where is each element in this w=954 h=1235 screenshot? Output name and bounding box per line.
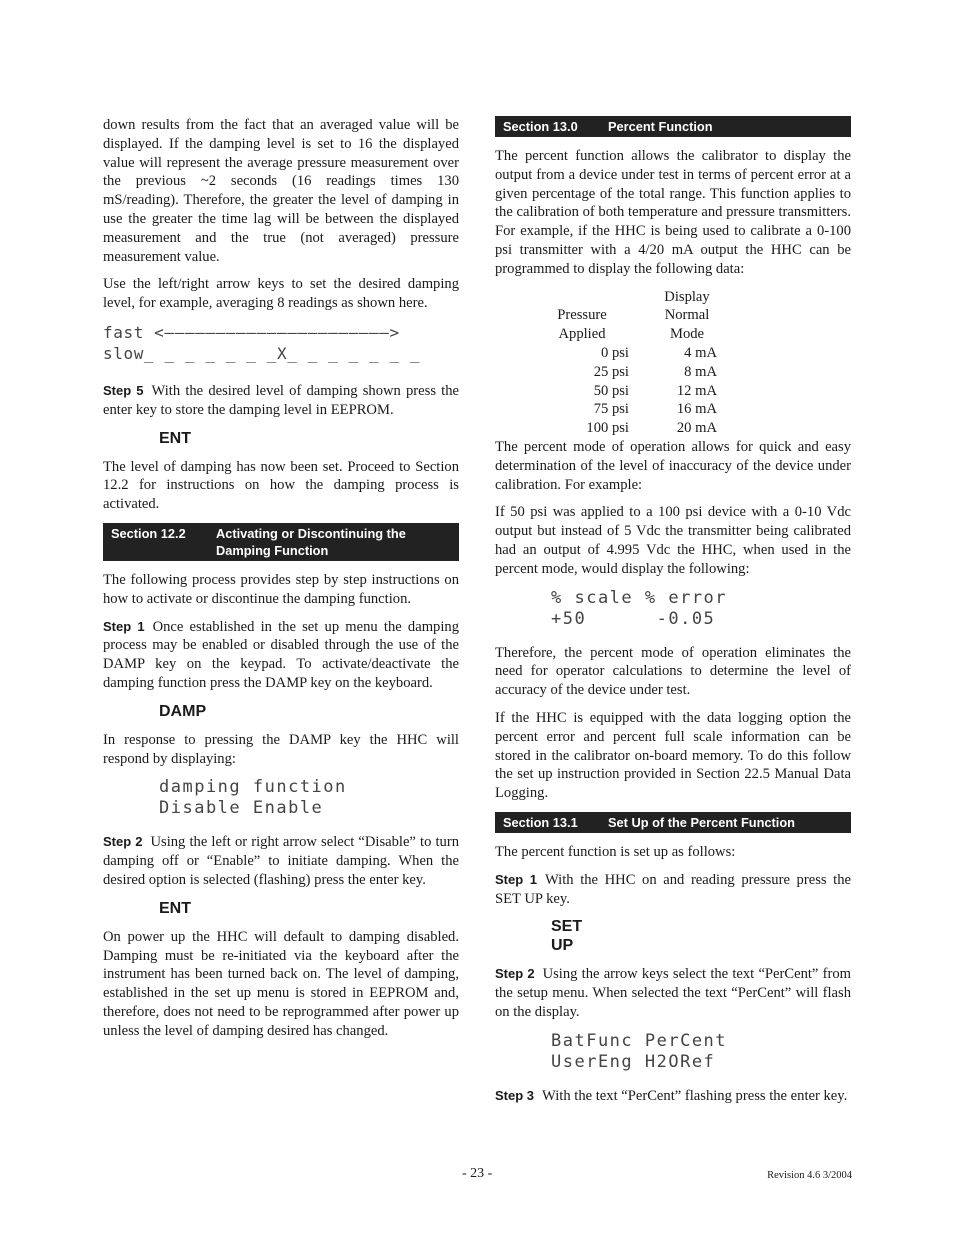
paragraph: The percent function allows the calibrator to display the output from a device under test in terms of percent error at a given percentage of the total range. This function applies to the calibration of both temperature and pressure transmitters. For example, if the HHC is being used to calibrate a 0-100 psi transmitter with a 4/20 mA output the HHC can be programmed to display the following data: bbox=[495, 148, 851, 277]
right-column bbox=[495, 116, 851, 1114]
section-title: Set Up of the Percent Function bbox=[608, 814, 795, 830]
table-row bbox=[535, 400, 717, 419]
page-number: - 23 - bbox=[462, 1166, 493, 1181]
step-label: Step 3 bbox=[495, 1087, 535, 1103]
revision-label: Revision 4.6 3/2004 bbox=[767, 1170, 852, 1181]
step-text: With the text “PerCent” flashing press the enter key. bbox=[542, 1087, 848, 1104]
lcd-line: BatFunc PerCent bbox=[551, 1030, 728, 1051]
table-cell: 25 psi bbox=[593, 363, 629, 380]
left-column bbox=[103, 116, 459, 1050]
lcd-line: % scale % error bbox=[551, 587, 728, 608]
paragraph: In response to pressing the DAMP key the HHC will respond by displaying: bbox=[103, 731, 459, 767]
paragraph: The percent mode of operation allows for quick and easy determination of the level of inaccuracy of the device under calibration. For example: bbox=[495, 438, 851, 493]
table-cell: 20 mA bbox=[676, 420, 717, 437]
table-header-cell: Pressure bbox=[557, 307, 607, 324]
section-header-13-1 bbox=[495, 812, 851, 833]
key-ent: ENT bbox=[159, 899, 191, 917]
lcd-line: damping function bbox=[159, 777, 347, 798]
key-damp: DAMP bbox=[159, 702, 207, 720]
percent-data-table bbox=[535, 288, 717, 438]
step-label: Step 2 bbox=[495, 966, 535, 982]
key-ent: ENT bbox=[159, 429, 191, 447]
table-cell: 0 psi bbox=[601, 344, 629, 361]
step-text: With the HHC on and reading pressure press the SET UP key. bbox=[495, 871, 851, 907]
table-row bbox=[535, 419, 717, 438]
step-paragraph bbox=[495, 965, 851, 1021]
section-header-12-2 bbox=[103, 523, 459, 561]
paragraph: If 50 psi was applied to a 100 psi device with a 0-10 Vdc output but instead of 5 Vdc the transmitter being calibrated had an output of 4.995 Vdc the HHC, when used in the percent mode, would display the following: bbox=[495, 504, 851, 577]
table-header-cell: Display bbox=[664, 288, 710, 305]
table-cell: 100 psi bbox=[586, 420, 629, 437]
step-paragraph bbox=[103, 833, 459, 889]
paragraph: The percent function is set up as follows: bbox=[495, 843, 736, 860]
table-cell: 75 psi bbox=[593, 401, 629, 418]
lcd-display-percent bbox=[551, 588, 851, 630]
lcd-line: UserEng H2ORef bbox=[551, 1051, 716, 1072]
step-paragraph bbox=[103, 382, 459, 420]
lcd-display-damping-level bbox=[103, 322, 459, 364]
section-number: Section 13.1 bbox=[503, 814, 578, 830]
step-label: Step 1 bbox=[103, 618, 145, 634]
step-text: Using the arrow keys select the text “PerCent” from the setup menu. When selected the text “PerCent” will flash on the display. bbox=[495, 966, 851, 1020]
table-header-cell: Mode bbox=[669, 326, 705, 343]
step-paragraph bbox=[495, 1087, 851, 1106]
paragraph: Therefore, the percent mode of operation eliminates the need for operator calculations to determine the level of accuracy of the device under test. bbox=[495, 644, 851, 699]
lcd-display-damping-function bbox=[159, 777, 459, 819]
paragraph: On power up the HHC will default to damping disabled. Damping must be re-initiated via the keyboard after the instrument has been turned back on. The level of damping, established in the set up menu is stored in EEPROM and, therefore, does not need to be reprogrammed after power up unless the level of damping desired has changed. bbox=[103, 928, 459, 1039]
step-text: With the desired level of damping shown press the enter key to store the damping level in EEPROM. bbox=[103, 382, 460, 418]
table-row bbox=[535, 363, 717, 382]
table-cell: 4 mA bbox=[684, 344, 717, 361]
table-row bbox=[535, 344, 717, 363]
lcd-line: slow_ _ _ _ _ _ _X_ _ _ _ _ _ _ bbox=[103, 343, 421, 363]
key-label-line: UP bbox=[551, 937, 574, 955]
table-header-cell bbox=[535, 288, 657, 307]
step-text: Once established in the set up menu the damping process may be enabled or disabled through the use of the DAMP key on the keypad. To activate/deactivate the damping function press the DAMP key on the keyboard. bbox=[103, 618, 459, 691]
section-title: Percent Function bbox=[608, 119, 713, 134]
table-header-cell: Normal bbox=[664, 307, 710, 324]
section-number: Section 13.0 bbox=[503, 119, 578, 134]
key-label-line: SET bbox=[551, 918, 583, 936]
lcd-line: Disable Enable bbox=[159, 798, 324, 819]
table-cell: 50 psi bbox=[593, 382, 629, 399]
lcd-display-setup-menu bbox=[551, 1031, 851, 1073]
table-cell: 16 mA bbox=[676, 401, 717, 418]
table-row bbox=[535, 382, 717, 401]
section-header-13-0 bbox=[495, 116, 851, 137]
section-title: Activating or Discontinuing the Damping Function bbox=[216, 525, 406, 558]
paragraph: The level of damping has now been set. Proceed to Section 12.2 for instructions on how the damping process is activated. bbox=[103, 458, 459, 513]
step-text: Using the left or right arrow select “Disable” to turn damping off or “Enable” to initiate damping. When the desired option is selected (flashing) press the enter key. bbox=[103, 834, 459, 888]
table-header-cell: Applied bbox=[558, 326, 606, 343]
section-number: Section 12.2 bbox=[111, 525, 186, 541]
paragraph: down results from the fact that an averaged value will be displayed. If the damping level is set to 16 the displayed value will represent the average pressure measurement over the previous ~2 seconds (16 readings times 130 mS/reading). Therefore, the greater the level of damping in use the greater the time lag will be between the displayed measurement and the true (not averaged) pressure measurement value. bbox=[103, 117, 459, 265]
lcd-line: fast <——————————————————————> bbox=[103, 322, 400, 342]
lcd-line: +50 -0.05 bbox=[551, 608, 716, 629]
table-cell: 12 mA bbox=[676, 382, 717, 399]
paragraph: The following process provides step by step instructions on how to activate or discontinue the damping function. bbox=[103, 571, 459, 607]
table-cell: 8 mA bbox=[684, 363, 717, 380]
step-label: Step 5 bbox=[103, 382, 144, 398]
step-label: Step 2 bbox=[103, 834, 143, 850]
key-set-up bbox=[551, 917, 851, 955]
paragraph: If the HHC is equipped with the data logging option the percent error and percent full scale information can be stored in the calibrator on-board memory. To do this follow the set up instruction provided in Section 22.5 Manual Data Logging. bbox=[495, 709, 851, 802]
step-paragraph bbox=[495, 871, 851, 909]
step-paragraph bbox=[103, 618, 459, 693]
paragraph: Use the left/right arrow keys to set the desired damping level, for example, averaging 8 readings as shown here. bbox=[103, 276, 459, 312]
step-label: Step 1 bbox=[495, 871, 537, 887]
